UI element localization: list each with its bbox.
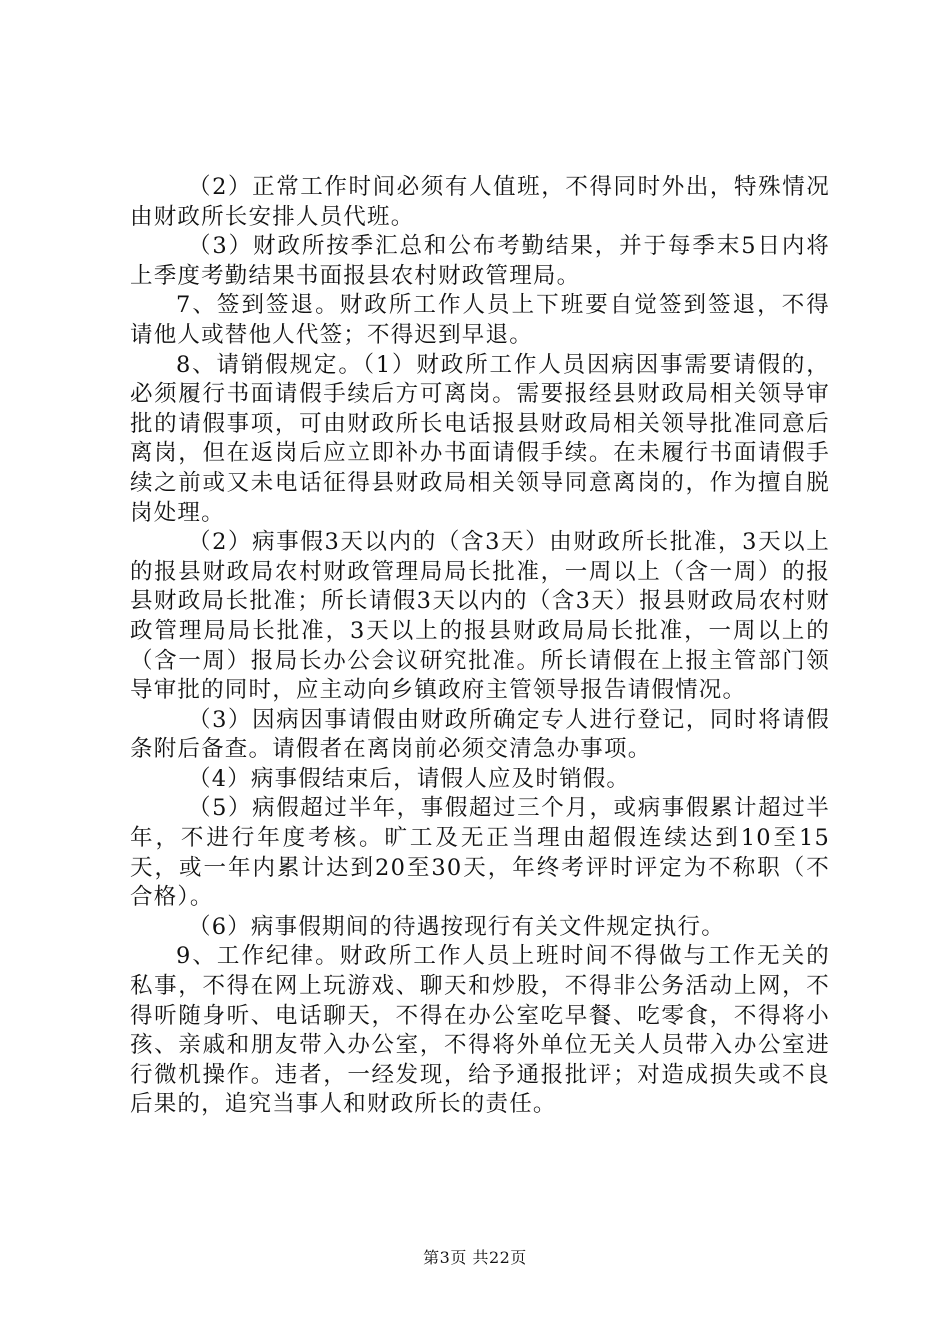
paragraph-attendance-report: （3）财政所按季汇总和公布考勤结果，并于每季末5日内将上季度考勤结果书面报县农村财政管理局。 [130,233,830,289]
paragraph-leave-rules: 8、请销假规定。（1）财政所工作人员因病因事需要请假的，必须履行书面请假手续后方可离岗。需要报经县财政局相关领导审批的请假事项，可由财政所长电话报县财政局相关领导批准同意后离岗，但在返岗后应立即补办书面请假手续。在未履行书面请假手续之前或又未电话征得县财政局相关领导同意离岗的，作为擅自脱岗处理。 [130,351,830,526]
paragraph-leave-limits: （5）病假超过半年，事假超过三个月，或病事假累计超过半年，不进行年度考核。旷工及无正当理由超假连续达到10至15天，或一年内累计达到20至30天，年终考评时评定为不称职（不合格）。 [130,795,830,911]
page-footer: 第3页 共22页 [423,1248,527,1267]
paragraph-leave-cancellation: （4）病事假结束后，请假人应及时销假。 [188,765,631,792]
paragraph-sign-in-out: 7、签到签退。财政所工作人员上下班要自觉签到签退，不得请他人或替他人代签；不得迟到早退。 [130,292,830,348]
paragraph-leave-treatment: （6）病事假期间的待遇按现行有关文件规定执行。 [188,913,725,940]
paragraph-leave-approval: （2）病事假3天以内的（含3天）由财政所长批准，3天以上的报县财政局农村财政管理局局长批准，一周以上（含一周）的报县财政局长批准；所长请假3天以内的（含3天）报县财政局农村财政管理局局长批准，3天以上的报县财政局局长批准，一周以上的（含一周）报局长办公会议研究批准。所长请假在上报主管部门领导审批的同时，应主动向乡镇政府主管领导报告请假情况。 [130,529,830,704]
paragraph-duty-roster: （2）正常工作时间必须有人值班，不得同时外出，特殊情况由财政所长安排人员代班。 [130,174,830,230]
document-body [130,173,830,1120]
paragraph-leave-registration: （3）因病因事请假由财政所确定专人进行登记，同时将请假条附后备查。请假者在离岗前必须交清急办事项。 [130,706,830,763]
paragraph-work-discipline: 9、工作纪律。财政所工作人员上班时间不得做与工作无关的私事，不得在网上玩游戏、聊天和炒股，不得非公务活动上网，不得听随身听、电话聊天，不得在办公室吃早餐、吃零食，不得将小孩、亲戚和朋友带入办公室，不得将外单位无关人员带入办公室进行微机操作。违者，一经发现，给予通报批评；对造成损失或不良后果的，追究当事人和财政所长的责任。 [130,943,830,1118]
